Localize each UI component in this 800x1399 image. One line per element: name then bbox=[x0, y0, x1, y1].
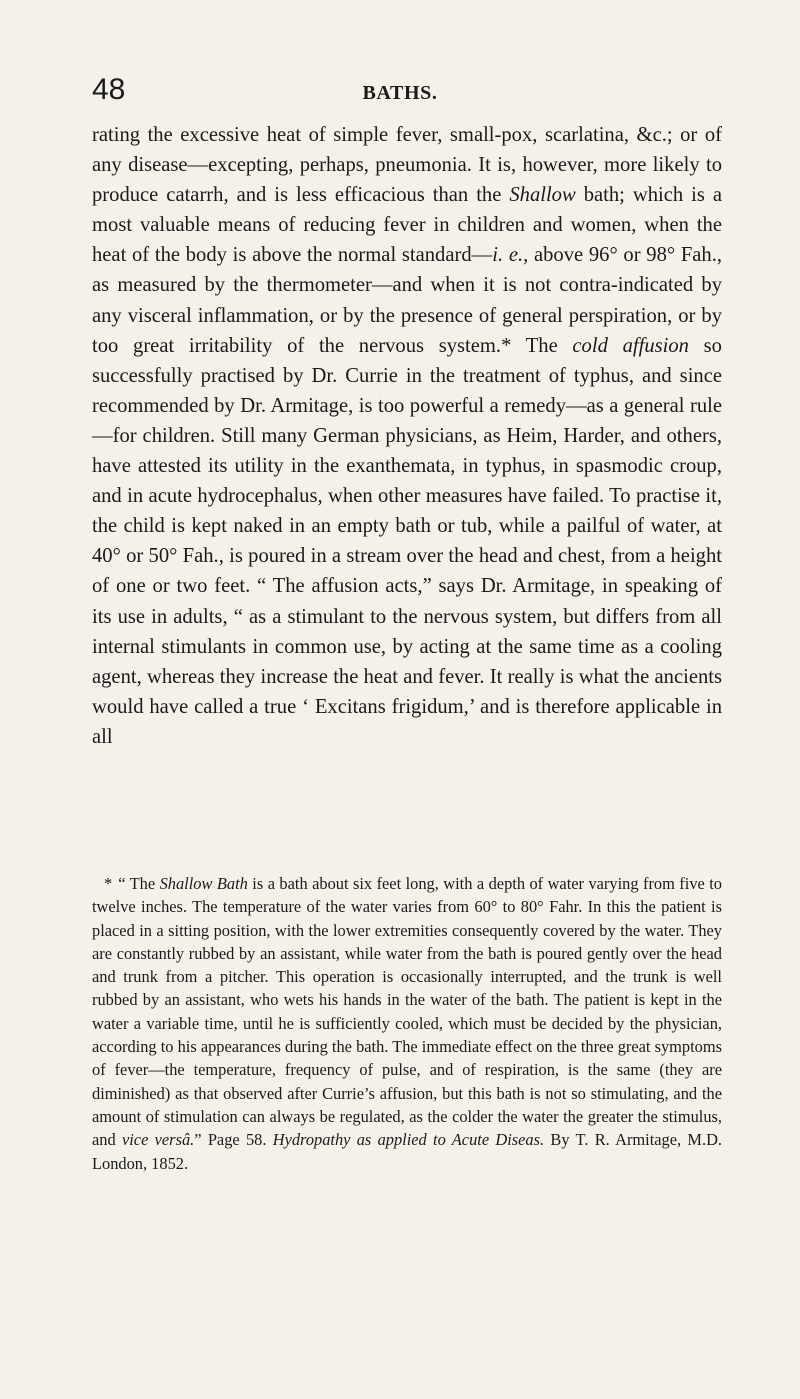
footnote bbox=[92, 872, 722, 1175]
text-run: bath; which is a most valuable means of reducing fever in children and women, when the heat of the body is above the normal standard— bbox=[92, 184, 722, 267]
text-run: so successfully practised by Dr. Currie in the treatment of typhus, and since recommended by Dr. Armitage, is too powerful a remedy—as a general rule—for children. Still many German physicians, as Heim, Harder, and others, have attested its utility in the exanthemata, in typhus, in spasmodic croup, and in acute hydrocephalus, when other measures have failed. To practise it, the child is kept naked in an empty bath or tub, while a pailful of water, at 40° or 50° Fah., is poured in a stream over the head and chest, from a height of one or two feet. “ The affusion acts,” says Dr. Armitage, in speaking of its use in adults, “ as a stimulant to the nervous system, but differs from all internal stimulants in common use, by acting at the same time as a cooling agent, whereas they increase the heat and fever. It really is what the ancients would have called a true ‘ Excitans frigidum,’ and is therefore applicable in all bbox=[92, 334, 722, 748]
text-run: “ The bbox=[118, 874, 160, 893]
text-run: rating the excessive heat of simple fever, small-pox, scarlatina, &c.; or of any disease—excepting, perhaps, pneumonia. It is, however, more likely to produce catarrh, and is less efficacious than the bbox=[92, 124, 722, 207]
italic-term: Shallow bbox=[509, 184, 576, 207]
italic-term: Shallow Bath bbox=[159, 874, 248, 893]
page-number: 48 bbox=[92, 73, 126, 106]
text-run: By T. R. Armitage, M.D. London, 1852. bbox=[92, 1130, 723, 1173]
text-run: above 96° or 98° Fah., as measured by the thermometer—and when it is not contra-indicated by any visceral inflammation, or by the presence of general perspiration, or by too great irritability of the nervous system.* The bbox=[92, 244, 723, 357]
italic-abbreviation: i. e., bbox=[492, 244, 529, 267]
citation-title: Hydropathy as applied to Acute Diseas. bbox=[272, 1130, 545, 1150]
italic-term: cold affusion bbox=[572, 334, 689, 357]
main-paragraph bbox=[92, 120, 722, 752]
footnote-marker: * bbox=[104, 874, 113, 893]
text-run: ” Page 58. bbox=[194, 1130, 273, 1150]
text-run: is a bath about six feet long, with a depth of water varying from five to twelve inches. The temperature of the water varies from 60° to 80° Fahr. In this the patient is placed in a sitting position, with the lower extremities consequently covered by the water. They are constantly rubbed by an assistant, while water from the bath is poured gently over the head and trunk from a pitcher. This operation is occasionally interrupted, and the trunk is well rubbed by an assistant, who wets his hands in the water of the bath. The patient is kept in the water a variable time, until he is sufficiently cooled, which must be decided by the physician, according to his appearances during the bath. The immediate effect on the three great symptoms of fever—the temperature, frequency of pulse, and of respiration, is the same (they are diminished) as that observed after Currie’s affusion, but this bath is not so stimulating, and the amount of stimulation can always be regulated, as the colder the water the greater the stimulus, and bbox=[92, 874, 722, 1150]
page-header bbox=[92, 72, 708, 112]
footnote-paragraph bbox=[92, 872, 722, 1175]
italic-phrase: vice versâ. bbox=[121, 1130, 195, 1150]
main-text bbox=[92, 120, 722, 752]
running-title: BATHS. bbox=[362, 82, 438, 104]
